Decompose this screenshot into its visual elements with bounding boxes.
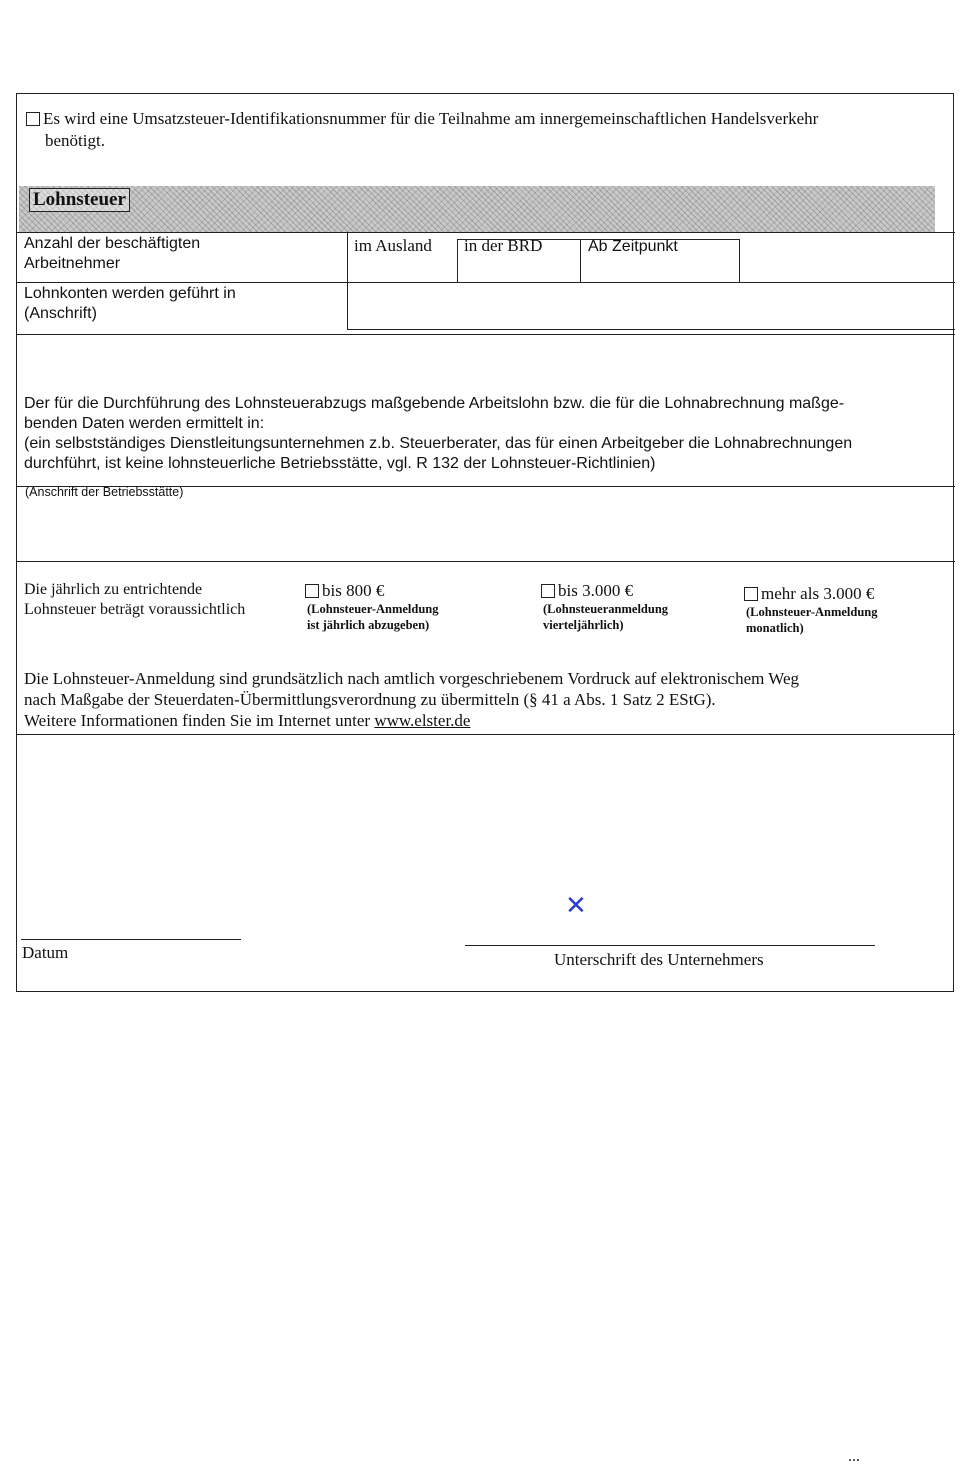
col-date: Ab Zeitpunkt — [588, 238, 678, 255]
checkbox-bis-3000[interactable] — [541, 584, 555, 598]
option-bis-3000[interactable]: bis 3.000 € (Lohnsteueranmeldung vierteljährlich) — [543, 581, 669, 632]
signature-x-mark: ✕ — [565, 891, 587, 921]
vat-id-text-cont: benötigt. — [45, 131, 105, 150]
betriebsstaette-text: Der für die Durchführung des Lohnsteuerabzugs maßgebende Arbeitslohn bzw. die für die Lohnabrechnung maßge- benden Daten werden ermittelt in: (ein selbstständiges Dienstleitungsunternehmen z.b. Steuerberater, das für einen Arbeitgeber die Lohnabrechnungen durchführt, ist keine lohnsteuerliche Betriebsstätte, vgl. R 132 der Lohnsteuer-Richtlinien) — [24, 395, 853, 472]
notice-text: Die Lohnsteuer-Anmeldung sind grundsätzlich nach amtlich vorgeschriebenem Vordruck auf elektronischem Weg nach Maßgabe der Steuerdaten-Übermittlungsverordnung zu übermitteln (§ 41 a Abs. 1 Satz 2 EStG). Weitere Informationen finden Sie im Internet unter www.elster.de — [24, 669, 800, 730]
checkbox-mehr-3000[interactable] — [744, 587, 758, 601]
col-abroad: im Ausland — [354, 236, 432, 255]
payroll-label: Lohnkonten werden geführt in (Anschrift) — [24, 285, 236, 322]
lohnsteuer-section-bar — [19, 186, 935, 232]
tax-form — [16, 93, 954, 992]
annual-tax-label: Die jährlich zu entrichtende Lohnsteuer beträgt voraussichtlich — [24, 581, 246, 618]
vat-id-row — [26, 108, 936, 129]
section-title: Lohnsteuer — [29, 188, 130, 212]
option-bis-800[interactable]: bis 800 € (Lohnsteuer-Anmeldung ist jährlich abzugeben) — [307, 581, 439, 632]
elster-link[interactable]: www.elster.de — [374, 711, 471, 730]
employees-label: Anzahl der beschäftigten Arbeitnehmer — [24, 235, 201, 272]
address-label: (Anschrift der Betriebsstätte) — [25, 485, 184, 499]
vat-id-checkbox[interactable] — [26, 112, 40, 126]
signature-label: Unterschrift des Unternehmers — [554, 950, 764, 969]
vat-id-text: Es wird eine Umsatzsteuer-Identifikationsnummer für die Teilnahme am innergemeinschaftlichen Handelsverkehr — [43, 109, 819, 128]
option-mehr-3000[interactable]: mehr als 3.000 € (Lohnsteuer-Anmeldung monatlich) — [746, 584, 878, 635]
col-brd: in der BRD — [464, 236, 543, 255]
checkbox-bis-800[interactable] — [305, 584, 319, 598]
ellipsis-mark: ... — [848, 1448, 860, 1465]
date-label: Datum — [22, 943, 69, 962]
